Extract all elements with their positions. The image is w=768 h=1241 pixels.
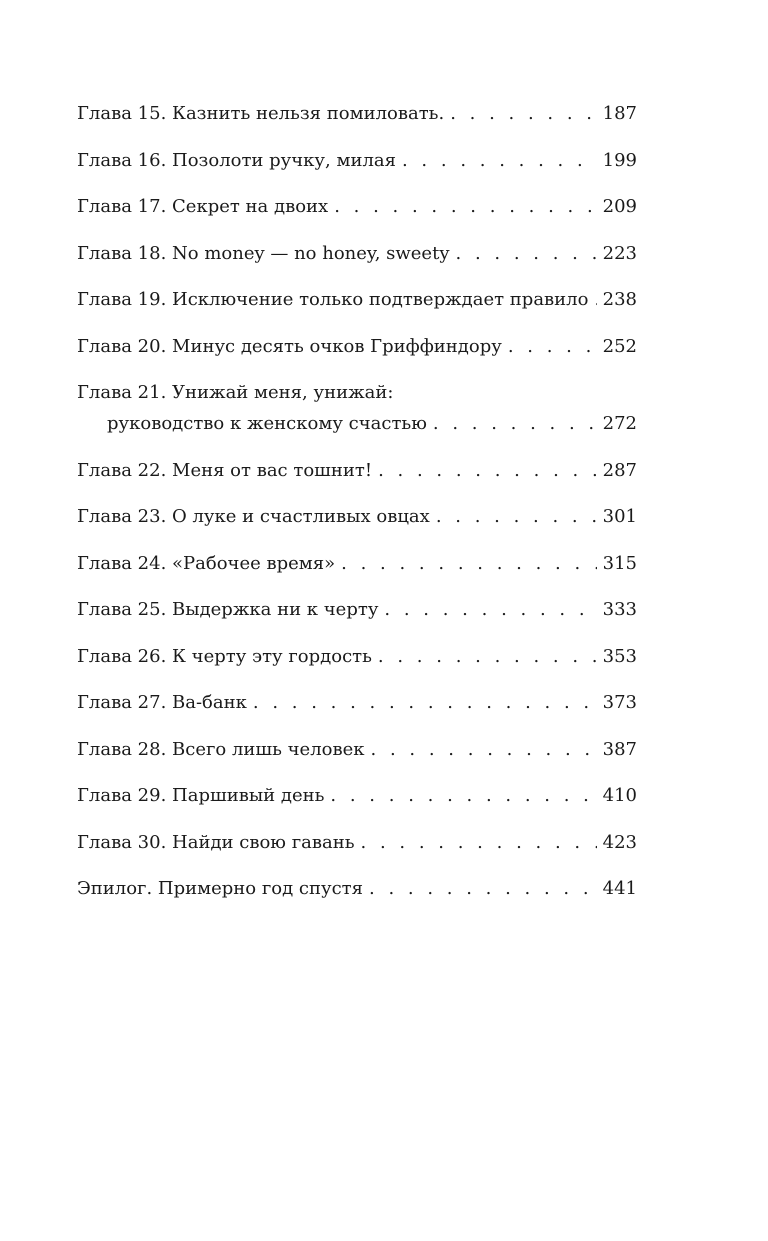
toc-entry-chapter-30 (77, 827, 637, 858)
toc-entry-chapter-24 (77, 548, 637, 579)
toc-entry-page: 252 (602, 335, 637, 357)
dot-leader (378, 455, 597, 486)
dot-leader (361, 827, 597, 858)
toc-entry-title: Глава 17. Секрет на двоих (77, 196, 329, 217)
dot-leader (253, 687, 597, 718)
dot-leader (371, 734, 597, 765)
toc-entry-chapter-26 (77, 641, 637, 672)
toc-entry-title: Глава 22. Меня от вас тошнит! (77, 459, 373, 481)
dot-leader (378, 641, 597, 672)
dot-leader (402, 145, 597, 176)
toc-entry-page: 333 (602, 599, 637, 620)
toc-entry-chapter-29 (77, 780, 637, 811)
dot-leader (341, 548, 596, 579)
toc-entry-title: Глава 20. Минус десять очков Гриффиндору (77, 335, 502, 357)
toc-entry-page: 410 (602, 785, 637, 806)
toc-entry-title: Глава 25. Выдержка ни к черту (77, 599, 379, 620)
toc-entry-chapter-18 (77, 238, 637, 269)
toc-entry-title: Глава 23. О луке и счастливых овцах (77, 506, 430, 527)
toc-entry-title: Глава 18. No money — no honey, sweety (77, 242, 450, 264)
toc-entry-page: 287 (602, 459, 637, 481)
toc-entry-chapter-17 (77, 191, 637, 222)
toc-entry-chapter-22 (77, 455, 637, 486)
toc-entry-chapter-23 (77, 501, 637, 532)
toc-entry-page: 353 (602, 645, 637, 667)
toc-entry-chapter-21 (77, 377, 637, 439)
toc-entry-page: 315 (602, 552, 637, 574)
toc-entry-page: 187 (602, 103, 637, 124)
toc-entry-page: 199 (602, 149, 637, 171)
toc-entry-title: Глава 27. Ва-банк (77, 692, 247, 713)
toc-entry-chapter-25 (77, 594, 637, 625)
toc-entry-title: Глава 30. Найди свою гавань (77, 831, 355, 853)
dot-leader (508, 331, 597, 362)
toc-entry-second-line (77, 408, 637, 439)
toc-entry-title: Глава 15. Казнить нельзя помиловать. (77, 103, 445, 124)
toc-entry-chapter-27 (77, 687, 637, 718)
toc-entry-chapter-28 (77, 734, 637, 765)
dot-leader (334, 191, 596, 222)
dot-leader (450, 98, 596, 129)
toc-entry-page: 441 (602, 878, 637, 899)
toc-entry-title: Глава 19. Исключение только подтверждает правило (77, 289, 589, 310)
toc-entry-page: 272 (602, 413, 637, 434)
toc-entry-chapter-16 (77, 145, 637, 176)
dot-leader (384, 594, 596, 625)
dot-leader (456, 238, 597, 269)
toc-entry-title: Эпилог. Примерно год спустя (77, 878, 363, 899)
dot-leader (433, 408, 597, 439)
toc-entry-title: Глава 16. Позолоти ручку, милая (77, 149, 396, 171)
toc-entry-epilogue (77, 873, 637, 904)
toc-entry-title-line2: руководство к женскому счастью (107, 413, 427, 434)
toc-entry-page: 301 (602, 506, 637, 527)
dot-leader (436, 501, 597, 532)
dot-leader (594, 284, 596, 315)
toc-entry-title-line1: Глава 21. Унижай меня, унижай: (77, 382, 394, 403)
table-of-contents (77, 98, 637, 920)
toc-entry-page: 223 (602, 242, 637, 264)
toc-entry-page: 423 (602, 831, 637, 853)
toc-entry-title: Глава 26. К черту эту гордость (77, 645, 372, 667)
toc-entry-title: Глава 28. Всего лишь человек (77, 738, 365, 760)
toc-entry-page: 373 (602, 692, 637, 713)
toc-entry-page: 387 (602, 738, 637, 760)
dot-leader (369, 873, 597, 904)
toc-entry-page: 238 (602, 289, 637, 310)
toc-entry-chapter-15 (77, 98, 637, 129)
toc-entry-chapter-19 (77, 284, 637, 315)
toc-entry-title: Глава 24. «Рабочее время» (77, 552, 336, 574)
toc-entry-title: Глава 29. Паршивый день (77, 785, 325, 806)
dot-leader (330, 780, 596, 811)
toc-entry-chapter-20 (77, 331, 637, 362)
toc-entry-page: 209 (602, 196, 637, 217)
